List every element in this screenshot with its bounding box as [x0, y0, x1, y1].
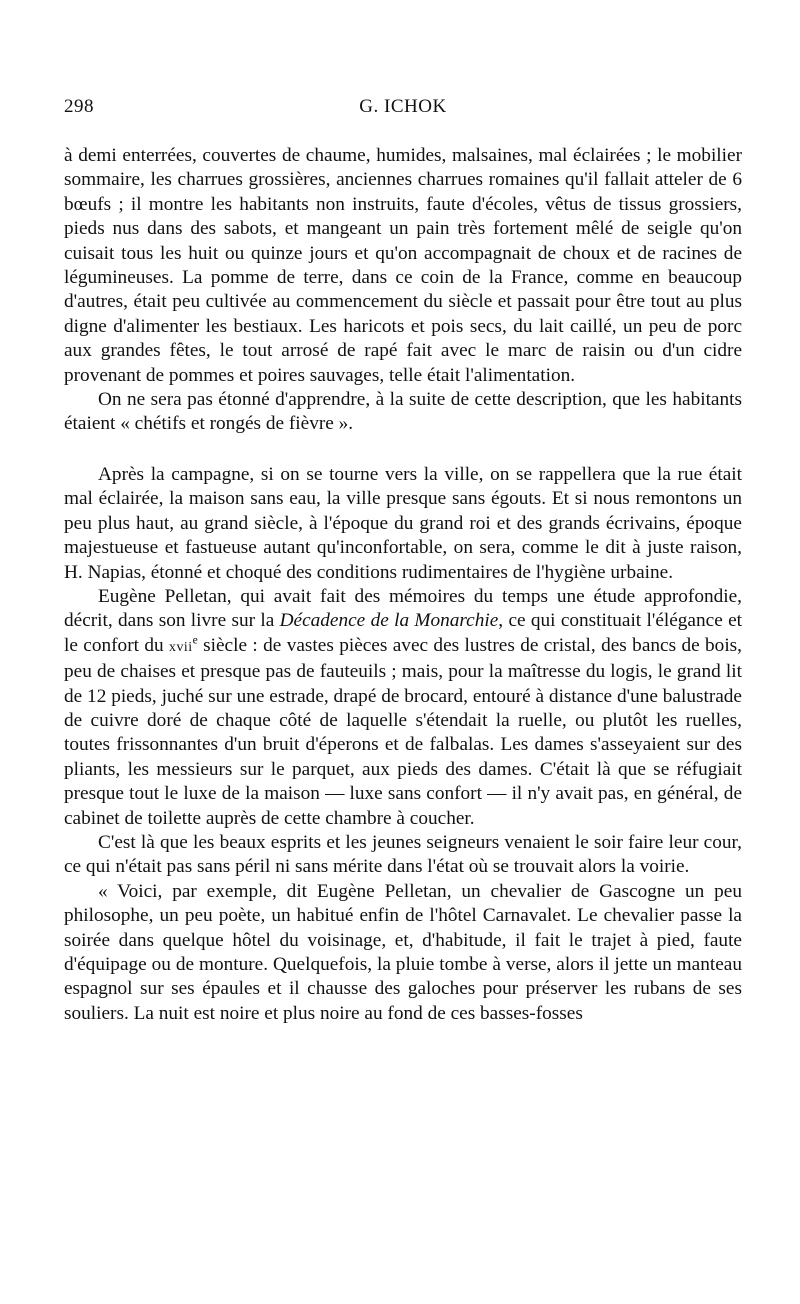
paragraph-2: On ne sera pas étonné d'apprendre, à la suite de cette description, que les habitants étaient « chétifs et rongés de fièvre ». [64, 389, 742, 435]
book-title: Décadence de la Monarchie [279, 610, 499, 632]
paragraph-4-end: siècle : de vastes pièces avec des lustres de cristal, des bancs de bois, peu de chaises et presque pas de fauteuils ; mais, pour la maîtresse du logis, le grand lit de 12 pieds, juché sur une estrade, drapé de brocard, entouré à distance d'une balustrade de cuivre doré de chaque côté de laquelle s'étendait la ruelle, ou plutôt les ruelles, toutes frissonnantes d'un bruit d'éperons et de falbalas. Les dames s'asseyaient sur des pliants, les messieurs sur le parquet, aux pieds des dames. C'était là que se réfugiait presque tout le luxe de la maison — luxe sans confort — il n'y avait pas, en général, de cabinet de toilette auprès de cette chambre à coucher. [64, 634, 742, 829]
paragraph-3: Après la campagne, si on se tourne vers la ville, on se rappellera que la rue était mal éclairée, la maison sans eau, la ville presque sans égouts. Et si nous remontons un peu plus haut, au grand siècle, à l'époque du grand roi et des grands écrivains, époque majestueuse et fastueuse autant qu'inconfortable, on sera, comme le dit à juste raison, H. Napias, étonné et choqué des conditions rudimentaires de l'hygiène urbaine. [64, 463, 742, 583]
century-superscript: e [192, 633, 198, 647]
page-number: 298 [64, 96, 94, 117]
century-numeral: xvii [169, 639, 193, 655]
paragraph-5: C'est là que les beaux esprits et les jeunes seigneurs venaient le soir faire leur cour, ce qui n'était pas sans péril ni sans mérite dans l'état où se trouvait alors la voirie. [64, 831, 742, 878]
paragraph-4-mid: , ce qui constituait l'élégance et le confort du [64, 610, 742, 656]
paragraph-4-start: Eugène Pelletan, qui avait fait des mémoires du temps une étude approfondie, décrit, dans son livre sur la [64, 585, 742, 632]
header-author: G. ICHOK [359, 96, 447, 117]
paragraph-4 [64, 585, 742, 831]
book-page [64, 96, 742, 1026]
paragraph-6: « Voici, par exemple, dit Eugène Pelletan, un chevalier de Gascogne un peu philosophe, un peu poète, un habitué enfin de l'hôtel Carnavalet. Le chevalier passe la soirée dans quelque hôtel du voisinage, et, d'habitude, il fait le trajet à pied, faute d'équipage ou de monture. Quelquefois, la pluie tombe à verse, alors il jette un manteau espagnol sur ses épaules et il chausse des galoches pour préserver les rubans de ses souliers. La nuit est noire et plus noire au fond de ces basses-fosses [64, 880, 742, 1024]
paragraph-1: à demi enterrées, couvertes de chaume, humides, malsaines, mal éclairées ; le mobilier sommaire, les charrues grossières, anciennes charrues romaines qu'il fallait atteler de 6 bœufs ; il montre les habitants non instruits, faute d'écoles, vêtus de tissus grossiers, pieds nus dans des sabots, et mangeant un pain très fortement mêlé de seigle qu'on cuisait tous les huit ou quinze jours et qu'on accompagnait de choux et de racines de légumineuses. La pomme de terre, dans ce coin de la France, comme en beaucoup d'autres, était peu cultivée au commencement du siècle et passait pour être tout au plus digne d'alimenter les bestiaux. Les haricots et pois secs, du lait caillé, un peu de porc aux grandes fêtes, le tout arrosé de rapé fait avec le marc de raisin ou d'un cidre provenant de pommes et poires sauvages, telle était l'alimentation. [64, 145, 742, 386]
body-text [64, 144, 742, 1026]
running-header [64, 96, 742, 126]
